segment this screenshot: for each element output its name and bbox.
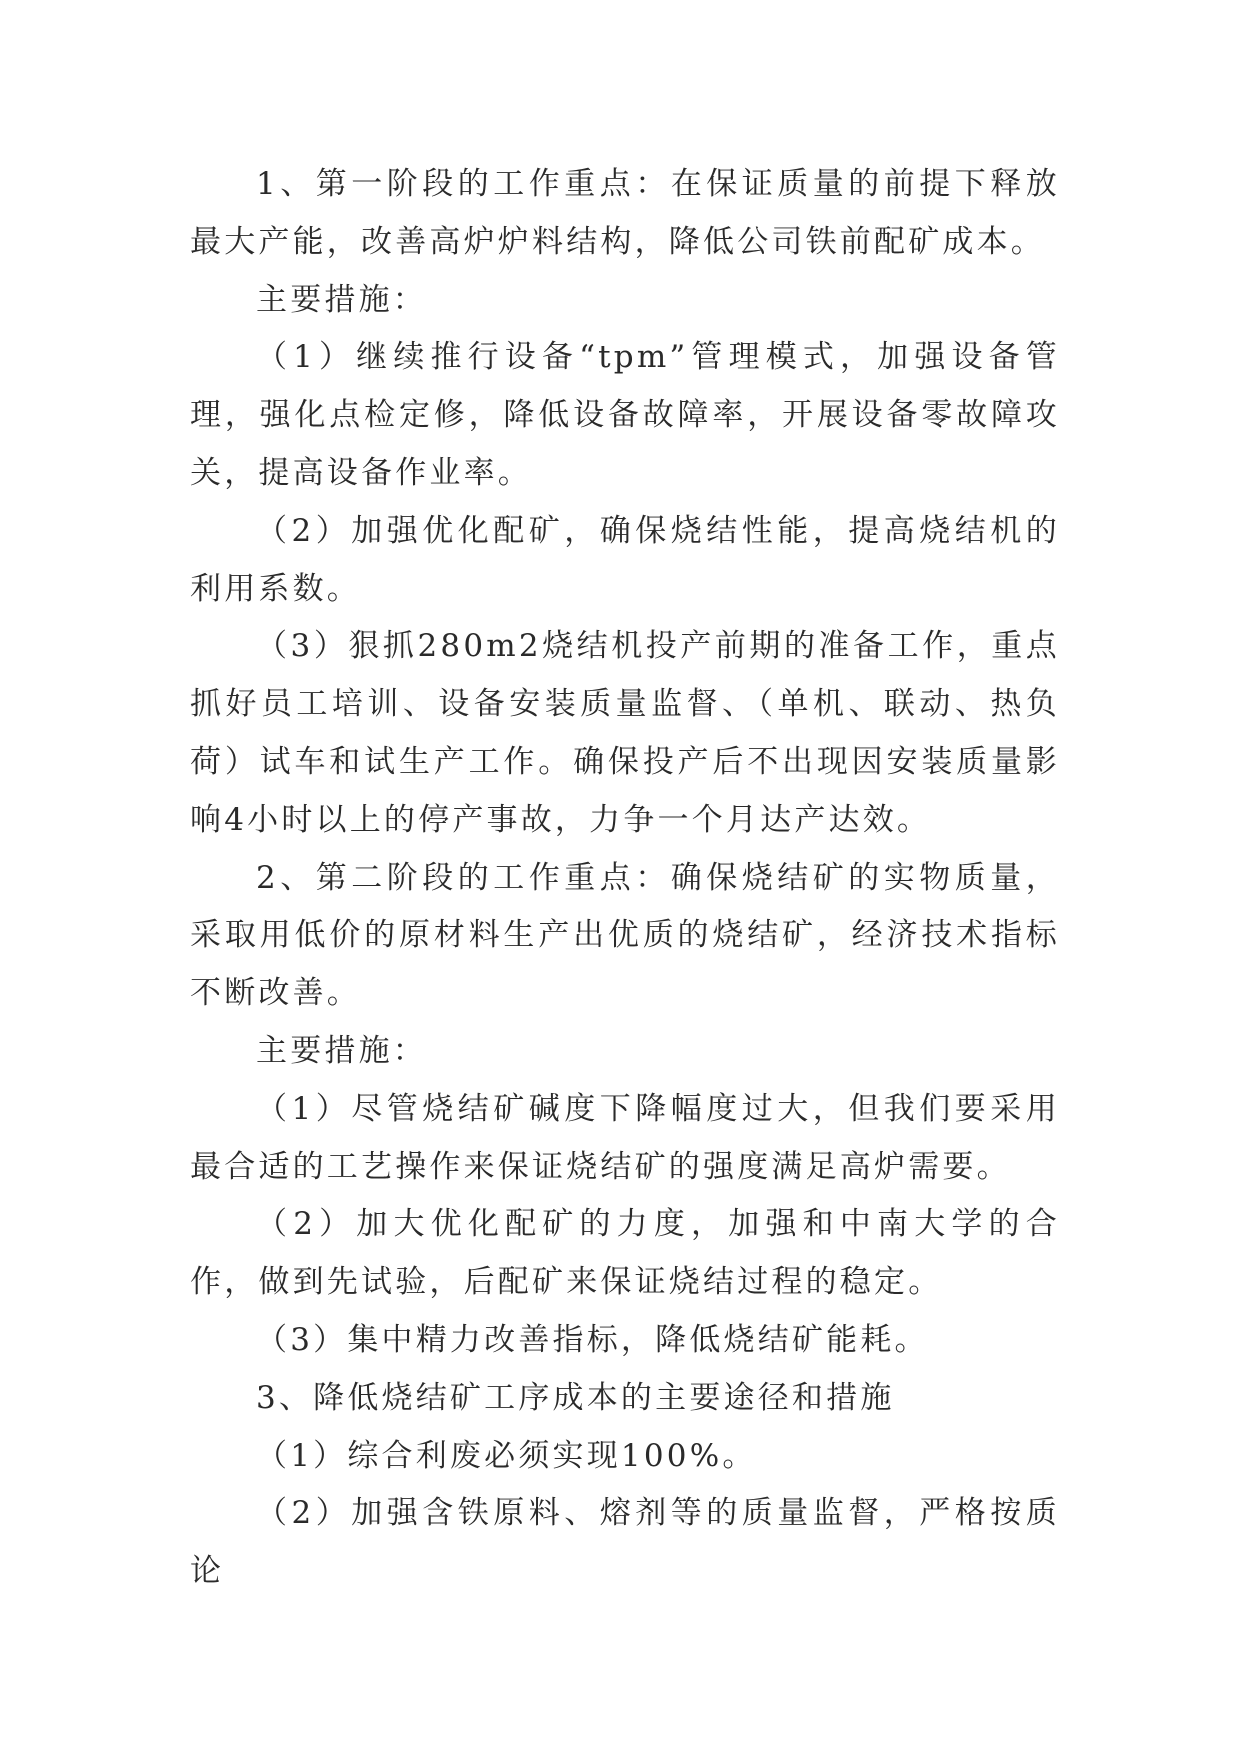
- paragraph-measure-1-tpm: （1）继续推行设备“tpm”管理模式，加强设备管理，强化点检定修，降低设备故障率，开展设备零故障攻关，提高设备作业率。: [190, 339, 1060, 491]
- paragraph-stage-2-measure-1: （1）尽管烧结矿碱度下降幅度过大，但我们要采用最合适的工艺操作来保证烧结矿的强度满足高炉需要。: [190, 1090, 1060, 1185]
- paragraph-stage-2-measure-3: （3）集中精力改善指标，降低烧结矿能耗。: [256, 1321, 929, 1358]
- paragraph-stage-3-measure-2: （2）加强含铁原料、熔剂等的质量监督，严格按质论: [190, 1495, 1060, 1590]
- paragraph-stage-1-focus: 1、第一阶段的工作重点：在保证质量的前提下释放最大产能，改善高炉炉料结构，降低公司铁前配矿成本。: [190, 166, 1060, 260]
- paragraph-stage-3-heading: 3、降低烧结矿工序成本的主要途径和措施: [256, 1379, 895, 1416]
- paragraph-main-measures-heading-2: 主要措施：: [256, 1032, 427, 1069]
- paragraph-stage-2-focus: 2、第二阶段的工作重点：确保烧结矿的实物质量，采取用低价的原材料生产出优质的烧结矿，经济技术指标不断改善。: [190, 859, 1060, 1012]
- paragraph-main-measures-heading: 主要措施：: [256, 281, 427, 318]
- paragraph-stage-2-measure-2: （2）加大优化配矿的力度，加强和中南大学的合作，做到先试验，后配矿来保证烧结过程的稳定。: [190, 1206, 1060, 1301]
- document-body: [190, 156, 1060, 1601]
- paragraph-measure-2-ore-blending: （2）加强优化配矿，确保烧结性能，提高烧结机的利用系数。: [190, 512, 1060, 607]
- paragraph-measure-3-sinter-machine: （3）狠抓280m2烧结机投产前期的准备工作，重点抓好员工培训、设备安装质量监督、（单机、联动、热负荷）试车和试生产工作。确保投产后不出现因安装质量影响4小时以上的停产事故，力争一个月达产达效。: [190, 628, 1060, 838]
- paragraph-stage-3-measure-1: （1）综合利废必须实现100%。: [256, 1437, 757, 1474]
